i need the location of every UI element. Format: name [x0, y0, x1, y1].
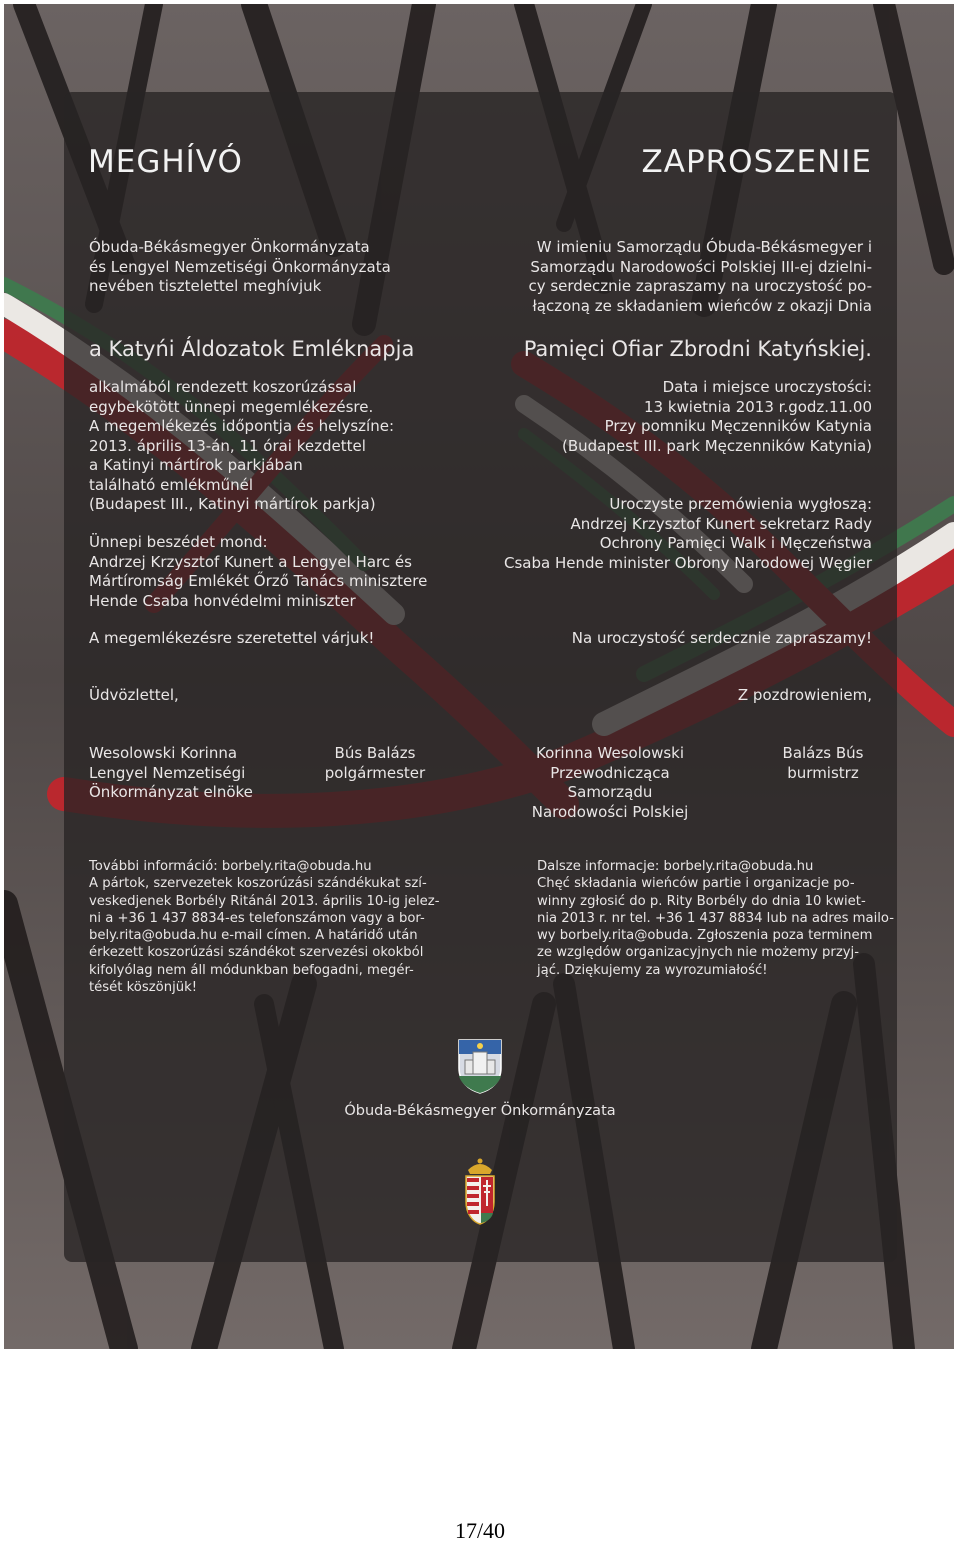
hu-details: alkalmából rendezett koszorúzással egybekötött ünnepi megemlékezésre. A megemlékezés időpontja és helyszíne: 2013. április 13-án, 11 órai kezdettel a Katinyi mártírok parkjában található emlékműnél (Budapest III., Katinyi mártírok parkja)	[89, 378, 395, 513]
pl-event-title: Pamięci Ofiar Zbrodni Katyńskiej.	[523, 337, 872, 361]
hu-signer-2: Bús Balázs polgármester	[324, 744, 426, 782]
pl-title: ZAPROSZENIE	[641, 144, 872, 180]
hu-intro: Óbuda-Békásmegyer Önkormányzata és Lengyel Nemzetiségi Önkormányzata nevében tisztelettel meghívjuk	[89, 238, 391, 295]
org-name: Óbuda-Békásmegyer Önkormányzata	[344, 1103, 616, 1119]
pl-details: Data i miejsce uroczystości: 13 kwietnia 2013 r.godz.11.00 Przy pomniku Męczenników Katynia (Budapest III. park Męczenników Katynia)	[561, 378, 872, 455]
hungary-coat-of-arms-icon	[462, 1156, 498, 1226]
pl-signer-2: Balázs Bús burmistrz	[782, 744, 864, 782]
pl-speakers: Uroczyste przemówienia wygłoszą: Andrzej Krzysztof Kunert sekretarz Rady Ochrony Pamięci Walk i Męczeństwa Csaba Hende minister Obrony Narodowej Węgier	[503, 495, 872, 572]
pl-info: Dalsze informacje: borbely.rita@obuda.hu Chęć składania wieńców partie i organizacje po- winny zgłosić do p. Rity Borbély do dnia 10 kwiet- nia 2013 r. nr tel. +36 1 437 8834 lub na adres mailo- wy borbely.rita@obuda. Zgłoszenia poza terminem ze względów organizacyjnych nie możemy przyj- jąć. Dziękujemy za wyrozumiałość!	[537, 859, 894, 978]
pl-signer-1: Korinna Wesolowski Przewodnicząca Samorządu Narodowości Polskiej	[531, 744, 689, 821]
hu-signer-1: Wesolowski Korinna Lengyel Nemzetiségi Önkormányzat elnöke	[89, 744, 253, 801]
hu-speakers: Ünnepi beszédet mond: Andrzej Krzysztof Kunert a Lengyel Harc és Mártíromság Emlékét Őrző Tanács minisztere Hende Csaba honvédelmi miniszter	[89, 533, 428, 610]
hu-info: További információ: borbely.rita@obuda.hu A pártok, szervezetek koszorúzási szándékukat szí- veskedjenek Borbély Ritánál 2013. április 10-ig jelez- ni a +36 1 437 8834-es telefonszámon vagy a bor- bely.rita@obuda.hu e-mail címen. A határidő után érkezett koszorúzási szándékot szervezési okokból kifolyólag nem áll módunkban befogadni, megér- tését köszönjük!	[89, 859, 440, 996]
hu-greeting: Üdvözlettel,	[89, 686, 179, 704]
hu-event-title: a Katyńi Áldozatok Emléknapja	[89, 337, 415, 361]
hu-closing: A megemlékezésre szeretettel várjuk!	[89, 629, 375, 647]
pl-intro: W imieniu Samorządu Óbuda-Békásmegyer i Samorządu Narodowości Polskiej III-ej dzielni- cy serdecznie zapraszamy na uroczystość po- łączoną ze składaniem wieńców z okazji Dnia	[528, 238, 872, 315]
obuda-coat-of-arms-icon	[457, 1038, 503, 1094]
invitation-poster	[4, 4, 954, 1349]
pl-closing: Na uroczystość serdecznie zapraszamy!	[571, 629, 872, 647]
page-number: 17/40	[454, 1518, 506, 1543]
pl-greeting: Z pozdrowieniem,	[737, 686, 872, 704]
hu-title: MEGHÍVÓ	[88, 144, 243, 180]
